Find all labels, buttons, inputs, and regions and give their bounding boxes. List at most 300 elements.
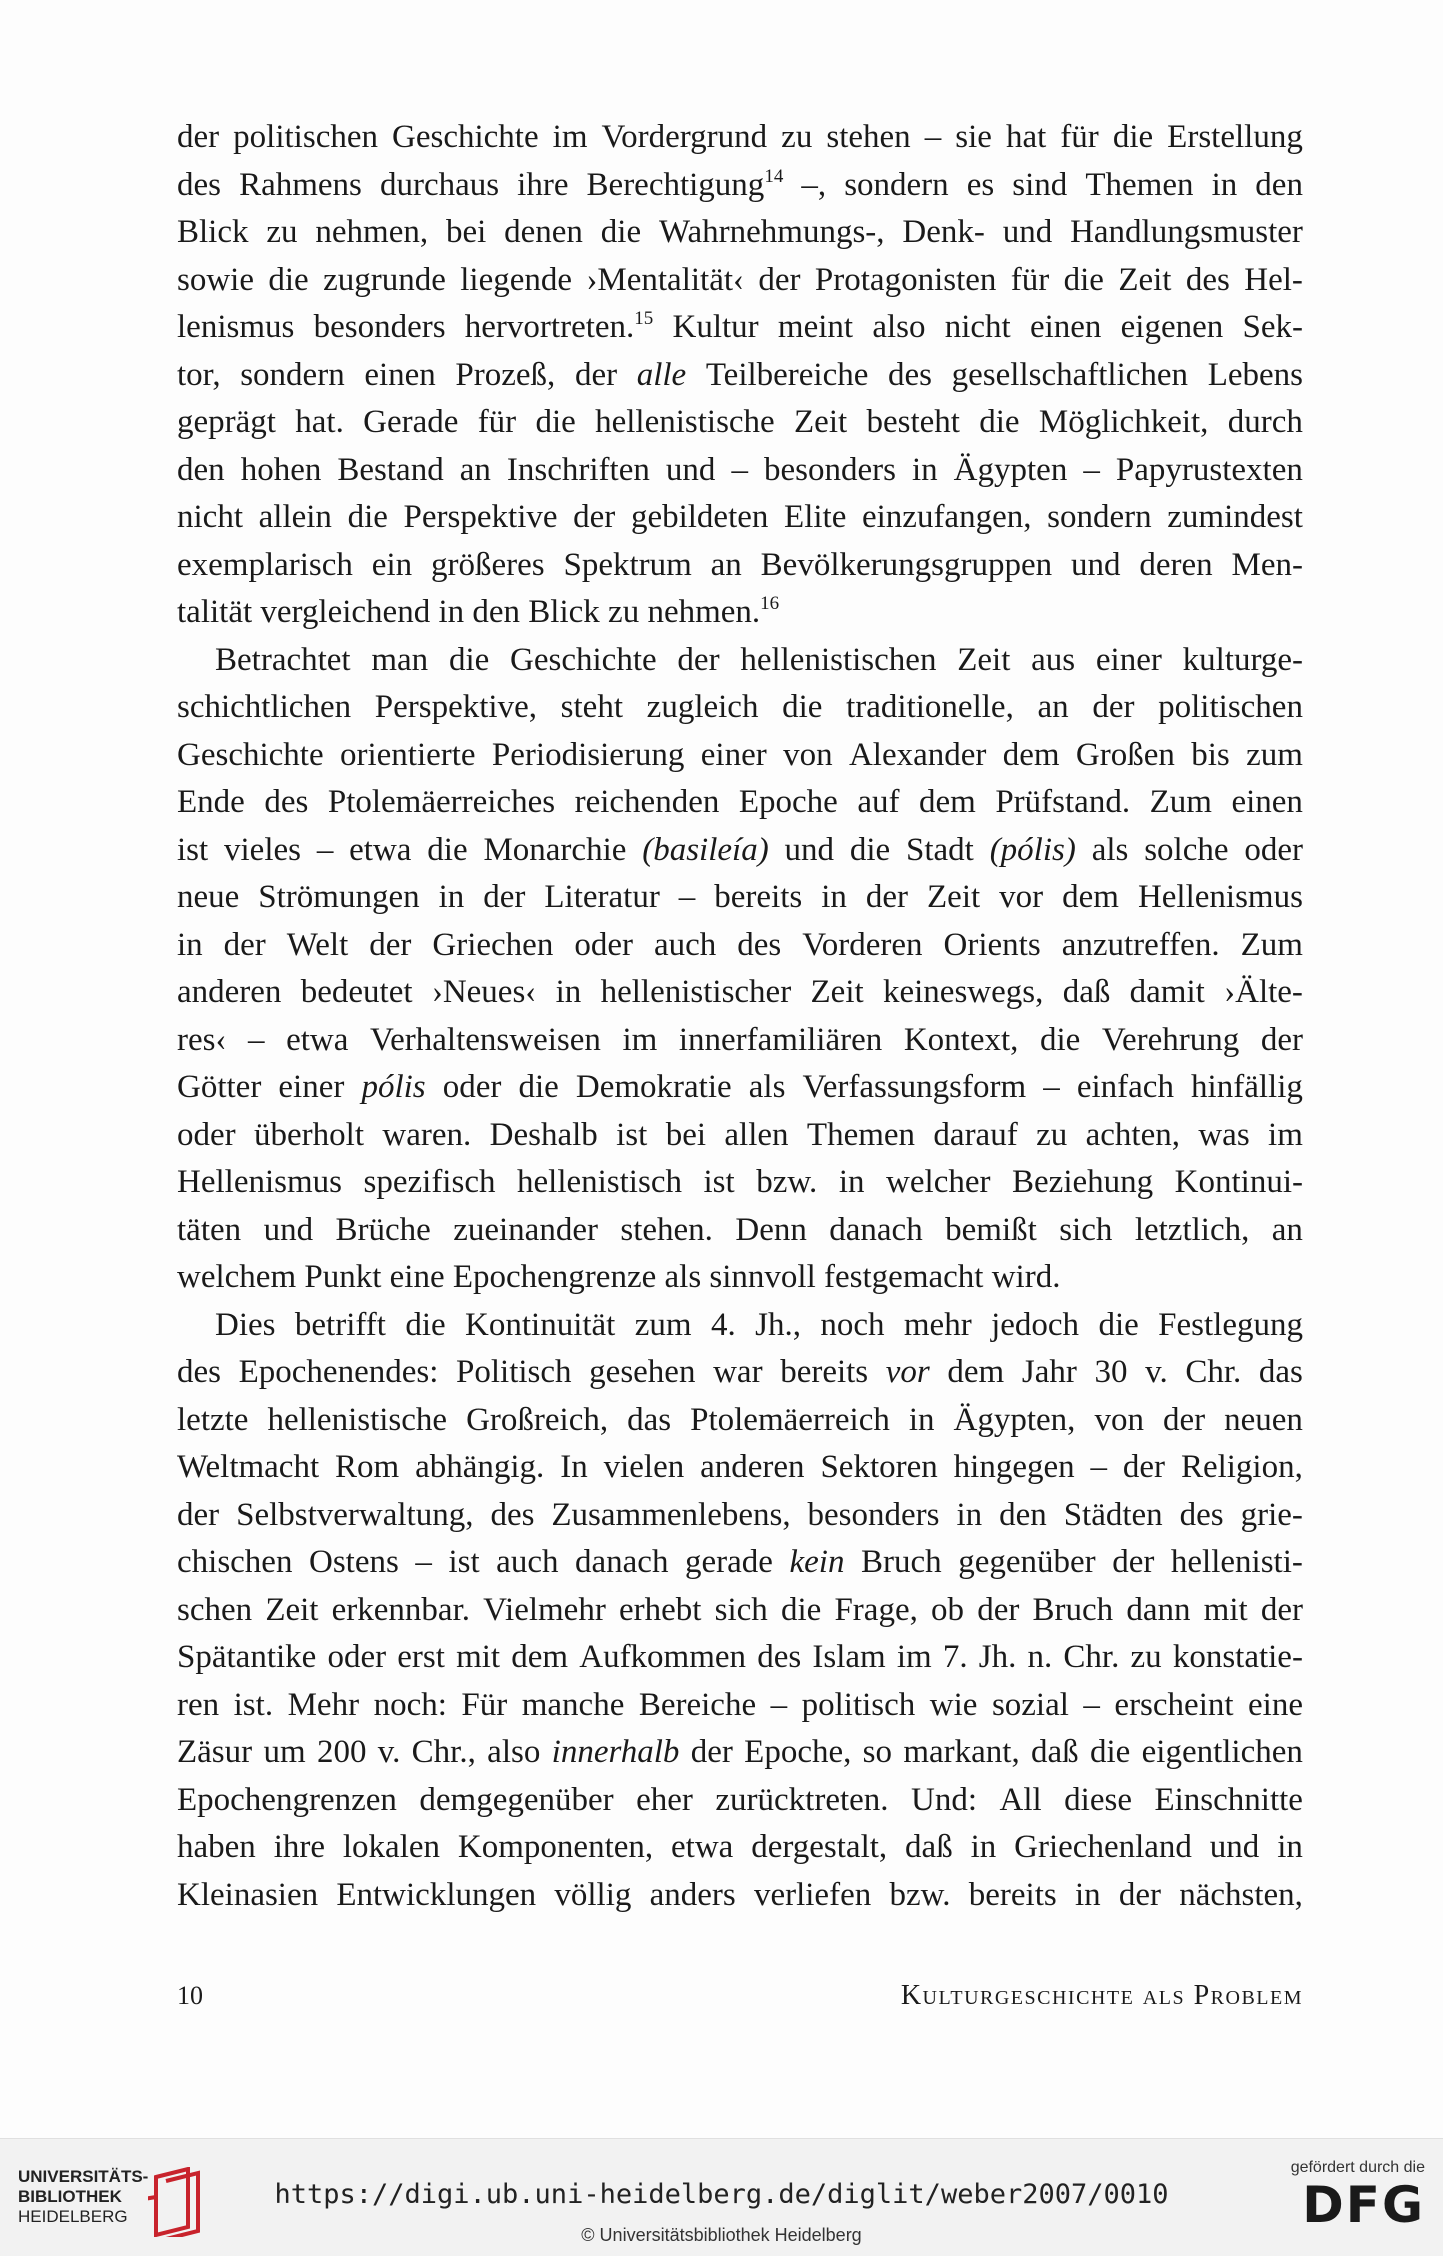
word — [839, 1159, 865, 1207]
text-fragment: wie — [929, 1686, 978, 1723]
text-fragment: sich — [714, 1591, 768, 1628]
word — [215, 1302, 276, 1350]
text-fragment: die — [1063, 261, 1104, 298]
word — [1090, 1729, 1130, 1777]
text-fragment: bei — [665, 1116, 707, 1153]
text-fragment: politischen — [233, 119, 378, 155]
word — [1060, 114, 1098, 162]
text-fragment: die — [535, 404, 576, 440]
text-fragment: um — [263, 1734, 306, 1770]
word — [374, 1682, 447, 1730]
word — [453, 1207, 598, 1255]
text-fragment: Bereiche — [638, 1686, 757, 1723]
text-line — [177, 1159, 1303, 1207]
text-fragment: lokalen — [342, 1829, 441, 1865]
text-fragment: talität — [177, 594, 253, 630]
text-fragment: eine — [389, 1259, 445, 1295]
text-fragment: ›Älte- — [1224, 974, 1303, 1010]
text-fragment: der — [1122, 1449, 1166, 1485]
text-fragment: der — [369, 926, 412, 963]
word — [715, 1777, 888, 1825]
word — [586, 257, 744, 305]
word — [755, 1302, 801, 1350]
word — [405, 1302, 445, 1350]
word — [449, 637, 489, 685]
text-fragment: nicht — [944, 309, 1011, 345]
word — [390, 1254, 445, 1302]
text-fragment: hellenistische — [267, 1401, 448, 1438]
text-fragment: Vielmehr — [483, 1591, 606, 1628]
text-fragment: der — [977, 1591, 1020, 1628]
word — [826, 114, 910, 162]
text-fragment: anders — [649, 1876, 736, 1913]
text-fragment: Bruch — [1032, 1591, 1114, 1628]
footnote-reference[interactable]: 16 — [760, 593, 780, 614]
word — [466, 1397, 608, 1445]
text-fragment: einen — [1029, 309, 1102, 345]
text-line — [177, 1112, 1303, 1160]
text-fragment: Lebens — [1207, 356, 1303, 393]
word — [317, 827, 334, 875]
text-fragment: einer — [1095, 641, 1162, 678]
word — [1094, 1349, 1127, 1397]
text-fragment: zugrunde — [323, 261, 446, 298]
text-fragment: dem — [511, 1639, 569, 1675]
dfg-logo-text: DFG — [1302, 2176, 1425, 2234]
word — [666, 447, 716, 495]
word — [1098, 1302, 1138, 1350]
text-fragment: war — [713, 1354, 763, 1390]
text-fragment: Zum — [1149, 784, 1212, 820]
text-fragment: grie- — [1240, 1496, 1303, 1533]
word — [897, 1634, 932, 1682]
dfg-funding-logo[interactable] — [1265, 2159, 1425, 2247]
word — [1173, 1634, 1303, 1682]
text-fragment: allen — [724, 1116, 789, 1153]
text-fragment: danach — [829, 1211, 923, 1248]
word — [846, 684, 1014, 732]
word — [958, 1539, 1095, 1587]
word — [906, 827, 974, 875]
text-fragment: zu — [266, 214, 298, 250]
word — [619, 1587, 701, 1635]
word — [224, 827, 301, 875]
text-fragment: ihre — [517, 166, 569, 203]
word — [177, 352, 221, 400]
text-line — [177, 1492, 1303, 1540]
word — [295, 399, 344, 447]
word — [1180, 1492, 1224, 1540]
word — [714, 874, 802, 922]
text-fragment: Islam — [812, 1639, 886, 1675]
text-fragment: innerfamiliären — [678, 1021, 883, 1058]
word — [1204, 1587, 1248, 1635]
text-fragment: oder — [177, 1116, 236, 1153]
word — [369, 922, 411, 970]
word — [713, 1349, 762, 1397]
word — [1006, 114, 1046, 162]
word — [1138, 874, 1303, 922]
text-line — [177, 1539, 1303, 1587]
text-fragment: Zusammenlebens, — [551, 1496, 791, 1533]
word — [1167, 114, 1303, 162]
word — [490, 1492, 534, 1540]
text-fragment: hervortreten. — [464, 309, 635, 345]
text-fragment: es — [966, 166, 995, 203]
word — [336, 1872, 536, 1920]
text-fragment: Inschriften — [506, 451, 650, 488]
text-fragment: daß — [905, 1829, 953, 1865]
text-line — [177, 1207, 1303, 1255]
text-fragment: welchem — [177, 1259, 297, 1295]
text-fragment: eine — [1248, 1686, 1303, 1723]
word — [808, 1492, 940, 1540]
text-line — [177, 1397, 1303, 1445]
text-fragment: Chr. — [1185, 1354, 1242, 1390]
word — [574, 922, 633, 970]
word — [744, 1729, 851, 1777]
text-fragment: die — [600, 214, 642, 250]
running-title: Kulturgeschichte als Problem — [900, 1980, 1303, 2011]
word — [177, 399, 276, 447]
text-fragment: sozial — [991, 1686, 1069, 1723]
word — [849, 732, 986, 780]
footnote-reference[interactable]: 15 — [634, 308, 654, 329]
text-fragment: letztlich, — [1134, 1211, 1250, 1248]
word — [517, 162, 568, 210]
text-line — [177, 1017, 1303, 1065]
word — [715, 1587, 768, 1635]
word — [1163, 1397, 1205, 1445]
word — [177, 257, 254, 305]
text-fragment: Dies — [215, 1306, 276, 1343]
text-fragment: ren — [177, 1686, 220, 1723]
text-fragment: Frage, — [834, 1591, 918, 1628]
word — [177, 1397, 248, 1445]
word — [1121, 304, 1224, 352]
word — [496, 1539, 558, 1587]
text-line — [177, 1634, 1303, 1682]
word — [1011, 257, 1049, 305]
word — [439, 874, 465, 922]
text-fragment: reichenden — [574, 784, 720, 820]
text-line — [177, 779, 1303, 827]
text-fragment: sie — [955, 119, 992, 155]
word — [177, 1017, 226, 1065]
word — [177, 447, 225, 495]
text-fragment: besteht — [866, 404, 960, 440]
text-fragment: auch — [653, 926, 717, 963]
text-fragment: in — [177, 926, 203, 963]
text-fragment: Prüfstand. — [995, 784, 1131, 820]
word — [1158, 1302, 1303, 1350]
word — [412, 1729, 476, 1777]
text-fragment: der — [690, 1734, 733, 1770]
word — [834, 1587, 917, 1635]
word — [177, 779, 245, 827]
word — [177, 1682, 219, 1730]
word — [1139, 542, 1212, 590]
text-fragment: des — [737, 926, 782, 963]
word — [824, 1254, 983, 1302]
text-fragment: – — [248, 1021, 265, 1058]
word — [432, 922, 553, 970]
word — [234, 1682, 273, 1730]
text-fragment: an — [1271, 1211, 1303, 1248]
text-fragment: Aufkommen — [579, 1639, 747, 1675]
word — [1130, 969, 1205, 1017]
text-fragment: Zeit — [265, 1591, 319, 1628]
text-fragment: im — [622, 1021, 658, 1058]
text-fragment: neue — [177, 879, 240, 915]
text-fragment: v. — [1145, 1354, 1168, 1390]
text-fragment: – — [1083, 1686, 1100, 1723]
text-fragment: in — [908, 1401, 935, 1438]
text-fragment: die — [1089, 1734, 1131, 1770]
text-fragment: Punkt — [304, 1259, 382, 1295]
word — [781, 1587, 821, 1635]
text-fragment: mehr — [903, 1306, 972, 1343]
footnote-reference[interactable]: 14 — [764, 165, 784, 187]
text-fragment: im — [1268, 1116, 1303, 1153]
word — [382, 1112, 471, 1160]
text-fragment: Bevölkerungsgruppen — [760, 546, 1053, 583]
word — [328, 779, 555, 827]
text-fragment: erhebt — [618, 1591, 702, 1628]
word — [888, 352, 932, 400]
document-url-link[interactable]: https://digi.ub.uni-heidelberg.de/diglit/weber2007/0010 — [274, 2179, 1169, 2210]
word — [1179, 1872, 1303, 1920]
text-fragment: Jh. — [978, 1639, 1017, 1675]
text-fragment: Spätantike — [177, 1639, 317, 1675]
word — [177, 1634, 316, 1682]
word — [785, 827, 835, 875]
word — [587, 162, 784, 210]
word — [857, 779, 899, 827]
word — [177, 874, 239, 922]
text-fragment: der — [483, 879, 526, 915]
word — [553, 114, 588, 162]
word — [177, 922, 203, 970]
text-fragment: an — [459, 451, 491, 488]
text-fragment: stehen — [826, 119, 911, 155]
text-fragment: Zum — [1240, 926, 1303, 963]
text-fragment: Großreich, — [466, 1401, 609, 1438]
word — [432, 969, 536, 1017]
text-fragment: Deshalb — [489, 1116, 598, 1153]
text-fragment: erscheint — [1114, 1686, 1234, 1723]
text-fragment: ihre — [273, 1829, 325, 1865]
word — [177, 1444, 319, 1492]
text-line — [177, 257, 1303, 305]
word — [807, 1112, 915, 1160]
word — [992, 1682, 1069, 1730]
text-fragment: erkennbar. — [331, 1591, 470, 1628]
text-fragment: daß — [1062, 974, 1111, 1010]
text-fragment: 200 — [316, 1734, 367, 1770]
text-fragment: gerade — [685, 1544, 773, 1580]
text-fragment: mit — [1203, 1591, 1248, 1628]
text-fragment: der — [865, 879, 909, 915]
word — [990, 827, 1076, 875]
text-fragment: Perspektive — [403, 499, 558, 535]
word — [995, 779, 1130, 827]
text-line — [177, 1444, 1303, 1492]
word — [1144, 827, 1228, 875]
word — [483, 1587, 606, 1635]
library-name-line-2: BIBLIOTHEK — [18, 2187, 122, 2206]
word — [739, 779, 838, 827]
text-fragment: den — [177, 451, 225, 488]
word — [954, 1444, 1075, 1492]
word — [1123, 1444, 1165, 1492]
text-fragment: auf — [857, 784, 900, 820]
word — [446, 209, 486, 257]
text-fragment: Denk- — [902, 214, 985, 250]
text-line — [177, 399, 1303, 447]
word — [862, 494, 1032, 542]
word — [947, 1349, 1004, 1397]
text-fragment: Spektrum — [563, 546, 692, 583]
text-fragment: Demokratie — [575, 1069, 732, 1105]
text-fragment: aus — [1031, 641, 1076, 678]
text-fragment: – — [415, 1544, 432, 1580]
text-fragment: danach — [575, 1544, 669, 1580]
text-fragment: die — [782, 689, 823, 725]
text-fragment: denen — [504, 214, 583, 250]
text-fragment: in — [438, 594, 465, 630]
word — [604, 1444, 685, 1492]
italic-text: (basileía) — [642, 831, 769, 868]
text-fragment: Gerade — [363, 404, 459, 440]
word — [465, 1302, 615, 1350]
word — [419, 1777, 613, 1825]
word — [438, 589, 464, 637]
text-fragment: – — [678, 879, 696, 915]
text-fragment: der — [1118, 1876, 1161, 1913]
text-fragment: liegende — [460, 261, 573, 298]
text-fragment: Rom — [335, 1449, 400, 1485]
word — [872, 304, 925, 352]
word — [783, 732, 833, 780]
word — [1135, 1207, 1250, 1255]
word — [952, 352, 1188, 400]
text-fragment: anderen — [700, 1449, 805, 1485]
word — [327, 1634, 386, 1682]
word — [608, 589, 639, 637]
text-fragment: geprägt — [177, 404, 276, 440]
word — [889, 1872, 950, 1920]
word — [1212, 162, 1238, 210]
word — [979, 1634, 1017, 1682]
text-fragment: der — [177, 1496, 220, 1533]
text-fragment: bemißt — [945, 1211, 1037, 1248]
text-fragment: hohen — [240, 451, 322, 488]
word — [1277, 1824, 1303, 1872]
word — [236, 1492, 473, 1540]
text-fragment: zum — [1246, 736, 1303, 773]
word — [1012, 162, 1067, 210]
text-fragment: Erstellung — [1167, 119, 1303, 155]
word — [1033, 1587, 1114, 1635]
word — [863, 1729, 892, 1777]
text-fragment: – — [1043, 1069, 1060, 1105]
text-fragment: vor — [999, 879, 1044, 915]
text-fragment: Und: — [911, 1781, 978, 1818]
word — [340, 732, 476, 780]
text-fragment: manche — [521, 1686, 625, 1723]
word — [1171, 1539, 1303, 1587]
word — [248, 1017, 265, 1065]
text-fragment: bis — [1191, 736, 1230, 773]
text-fragment: Protagonisten — [814, 261, 997, 298]
text-fragment: wird. — [991, 1259, 1061, 1295]
text-fragment: schichtlichen — [177, 689, 352, 725]
italic-text: alle — [636, 356, 687, 393]
text-fragment: haben — [177, 1829, 256, 1865]
text-line — [177, 589, 1303, 637]
word — [266, 209, 297, 257]
text-fragment: einen — [364, 356, 436, 393]
word — [254, 1112, 364, 1160]
text-fragment: vieles — [224, 831, 301, 868]
word — [573, 494, 615, 542]
text-fragment: Vorderen — [802, 926, 923, 963]
word — [177, 1254, 296, 1302]
word — [749, 1064, 786, 1112]
word — [711, 542, 742, 590]
word — [811, 969, 864, 1017]
word — [1186, 257, 1230, 305]
text-fragment: die — [268, 261, 309, 298]
text-fragment: Hel- — [1244, 261, 1303, 298]
word — [933, 1112, 1017, 1160]
word — [679, 874, 696, 922]
text-fragment: exemplarisch — [177, 546, 353, 583]
word — [478, 399, 516, 447]
word — [957, 637, 1010, 685]
text-line — [177, 114, 1303, 162]
text-fragment: zueinander — [453, 1211, 598, 1248]
word — [431, 542, 545, 590]
text-fragment: der — [1092, 689, 1135, 725]
text-fragment: Religion, — [1180, 1449, 1303, 1485]
text-fragment: und — [263, 1211, 314, 1248]
word — [576, 1064, 732, 1112]
word — [1083, 1682, 1100, 1730]
word — [1077, 1064, 1174, 1112]
text-fragment: stehen. — [620, 1211, 713, 1248]
library-name-line-1: UNIVERSITÄTS- — [18, 2167, 149, 2186]
text-fragment: keineswegs, — [882, 974, 1044, 1010]
word — [1064, 1492, 1163, 1540]
text-fragment: zumindest — [1167, 499, 1303, 535]
text-fragment: sinnvoll — [709, 1259, 816, 1295]
copyright-notice: © Universitätsbibliothek Heidelberg — [581, 2225, 862, 2245]
text-fragment: dem — [1002, 736, 1060, 773]
text-fragment: für — [1060, 119, 1099, 155]
word — [453, 1254, 656, 1302]
text-fragment: spezifisch — [363, 1164, 496, 1200]
word — [375, 684, 537, 732]
text-fragment: in — [1211, 166, 1238, 203]
word — [1092, 684, 1134, 732]
text-fragment: etwa — [671, 1829, 734, 1865]
word — [392, 114, 539, 162]
text-fragment: res‹ — [177, 1021, 227, 1058]
word — [691, 1729, 733, 1777]
word — [258, 874, 419, 922]
